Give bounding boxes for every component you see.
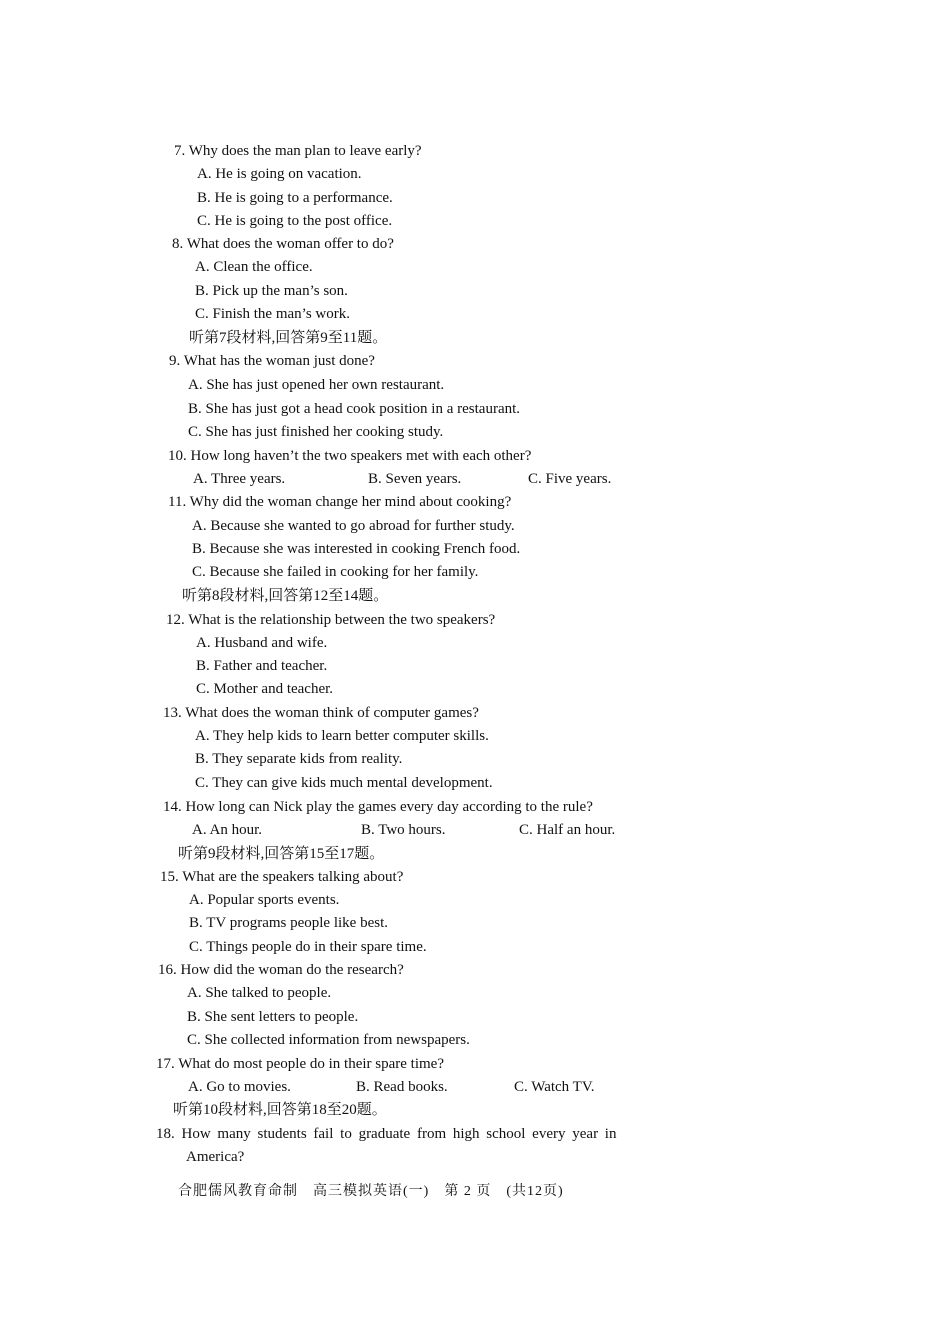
option-10c: C. Five years. (528, 471, 612, 487)
option-10b: B. Seven years. (368, 471, 462, 487)
option-9c: C. She has just finished her cooking study. (188, 424, 444, 440)
question-15: 15. What are the speakers talking about? (160, 869, 404, 885)
option-11c: C. Because she failed in cooking for her family. (192, 564, 479, 580)
question-12: 12. What is the relationship between the two speakers? (166, 612, 496, 628)
option-17b: B. Read books. (356, 1079, 448, 1095)
option-14a: A. An hour. (192, 822, 263, 838)
option-16a: A. She talked to people. (187, 985, 332, 1001)
option-14c: C. Half an hour. (519, 822, 616, 838)
option-9b: B. She has just got a head cook position in a restaurant. (188, 401, 521, 417)
option-15b: B. TV programs people like best. (189, 915, 388, 931)
question-8: 8. What does the woman offer to do? (172, 236, 394, 252)
option-17c: C. Watch TV. (514, 1079, 595, 1095)
question-18: 18. How many students fail to graduate from high school every year in (156, 1126, 617, 1142)
option-13a: A. They help kids to learn better computer skills. (195, 728, 489, 744)
option-7c: C. He is going to the post office. (197, 213, 393, 229)
question-11: 11. Why did the woman change her mind about cooking? (168, 494, 512, 510)
option-15a: A. Popular sports events. (189, 892, 340, 908)
page-footer: 合肥儒风教育命制 高三模拟英语(一) 第 2 页 (共12页) (178, 1184, 564, 1199)
option-10a: A. Three years. (193, 471, 286, 487)
question-17: 17. What do most people do in their spare time? (156, 1056, 444, 1072)
option-16c: C. She collected information from newspapers. (187, 1032, 470, 1048)
option-15c: C. Things people do in their spare time. (189, 939, 427, 955)
section-8-instruction: 听第8段材料,回答第12至14题。 (182, 588, 389, 604)
option-7b: B. He is going to a performance. (197, 190, 393, 206)
option-12c: C. Mother and teacher. (196, 681, 334, 697)
option-12b: B. Father and teacher. (196, 658, 328, 674)
option-8b: B. Pick up the man’s son. (195, 283, 348, 299)
option-11a: A. Because she wanted to go abroad for further study. (192, 518, 515, 534)
section-7-instruction: 听第7段材料,回答第9至11题。 (189, 330, 388, 346)
question-18-continued: America? (186, 1149, 245, 1165)
section-10-instruction: 听第10段材料,回答第18至20题。 (173, 1102, 387, 1118)
question-9: 9. What has the woman just done? (169, 353, 375, 369)
option-13c: C. They can give kids much mental development. (195, 775, 493, 791)
option-16b: B. She sent letters to people. (187, 1009, 359, 1025)
section-9-instruction: 听第9段材料,回答第15至17题。 (178, 846, 385, 862)
question-14: 14. How long can Nick play the games every day according to the rule? (163, 799, 593, 815)
option-9a: A. She has just opened her own restaurant. (188, 377, 445, 393)
question-7: 7. Why does the man plan to leave early? (174, 143, 422, 159)
question-13: 13. What does the woman think of computer games? (163, 705, 479, 721)
question-16: 16. How did the woman do the research? (158, 962, 404, 978)
option-8c: C. Finish the man’s work. (195, 306, 351, 322)
option-12a: A. Husband and wife. (196, 635, 328, 651)
question-10: 10. How long haven’t the two speakers met with each other? (168, 448, 532, 464)
option-7a: A. He is going on vacation. (197, 166, 362, 182)
option-13b: B. They separate kids from reality. (195, 751, 403, 767)
option-17a: A. Go to movies. (188, 1079, 291, 1095)
option-8a: A. Clean the office. (195, 259, 313, 275)
option-11b: B. Because she was interested in cooking French food. (192, 541, 521, 557)
option-14b: B. Two hours. (361, 822, 446, 838)
